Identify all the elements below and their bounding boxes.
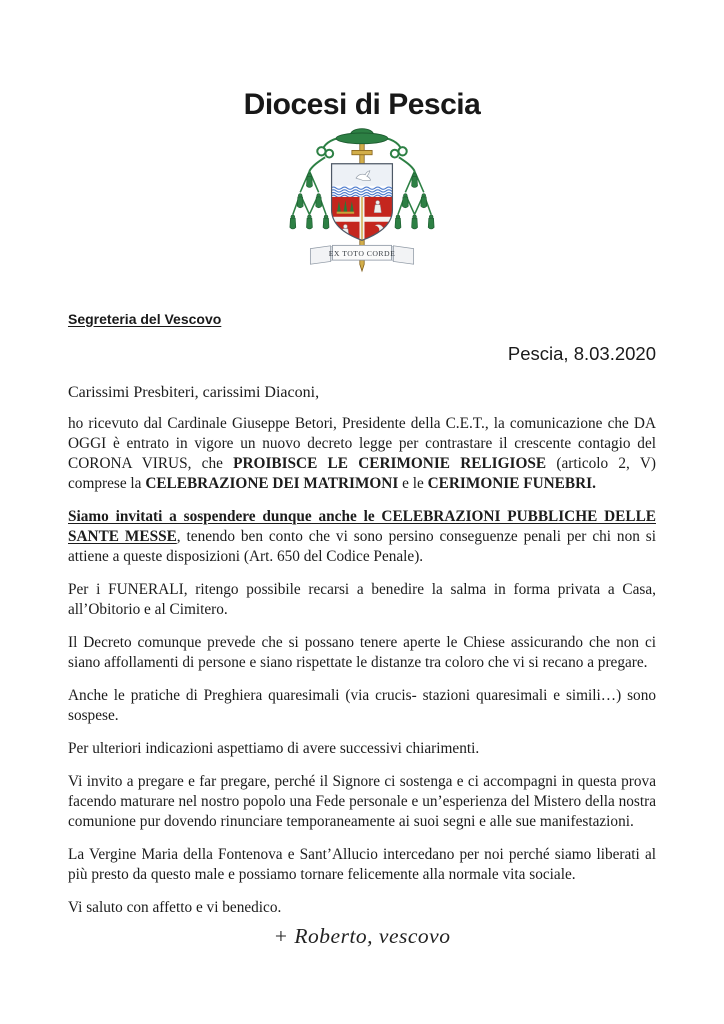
paragraph-segment: , tenendo ben conto che vi sono persino conseguenze penali per chi non si attiene a queste disposizioni (Art. 650 del Codice Penale). <box>68 527 656 565</box>
crest-motto: EX TOTO CORDE <box>328 248 396 258</box>
letter-paragraph <box>68 772 656 832</box>
paragraph-segment: La Vergine Maria della Fontenova e Sant’Allucio intercedano per noi perché siamo liberati al più presto da questo male e possiamo tornare felicemente alla normale vita sociale. <box>68 845 656 883</box>
paragraph-segment: (articolo 2, V) comprese la <box>68 454 656 492</box>
bishop-crest <box>279 125 445 291</box>
crest-shield <box>331 163 397 242</box>
salutation: Carissimi Presbiteri, carissimi Diaconi, <box>68 383 320 401</box>
paragraph-segment: Per ulteriori indicazioni aspettiamo di avere successivi chiarimenti. <box>68 739 480 757</box>
paragraph-segment: ho ricevuto dal Cardinale Giuseppe Betori, Presidente della C.E.T., la comunicazione che DA OGGI è entrato in vigore un nuovo decreto legge per contrastare il crescente contagio del CORONA VIRUS, che <box>68 414 656 472</box>
paragraph-segment: Siamo invitati a sospendere dunque anche le CELEBRAZIONI PUBBLICHE DELLE SANTE MESSE <box>68 507 656 545</box>
paragraph-segment: Per i FUNERALI, ritengo possibile recarsi a benedire la salma in forma privata a Casa, all’Obitorio e al Cimitero. <box>68 580 656 618</box>
page-title: Diocesi di Pescia <box>243 88 481 121</box>
signature: + Roberto, vescovo <box>273 923 451 948</box>
letter-paragraphs <box>68 414 656 918</box>
dateline: Pescia, 8.03.2020 <box>507 342 656 364</box>
letter-paragraph <box>68 845 656 885</box>
paragraph-segment: PROIBISCE LE CERIMONIE RELIGIOSE <box>233 454 547 472</box>
paragraph-segment: Vi saluto con affetto e vi benedico. <box>68 898 282 916</box>
letter-paragraph <box>68 414 656 494</box>
paragraph-segment: Anche le pratiche di Preghiera quaresimali (via crucis- stazioni quaresimali e simili…) sono sospese. <box>68 686 656 724</box>
paragraph-segment: e le <box>398 474 428 492</box>
letter-content <box>68 311 656 949</box>
letter-paragraph <box>68 898 656 918</box>
paragraph-segment: CERIMONIE FUNEBRI. <box>427 474 596 492</box>
paragraph-segment: Il Decreto comunque prevede che si possano tenere aperte le Chiese assicurando che non ci siano affollamenti di persone e siano rispettate le distanze tra coloro che vi si recano a pregare. <box>68 633 656 671</box>
galero-icon <box>336 128 388 143</box>
letter-paragraph <box>68 686 656 726</box>
letter-paragraph <box>68 507 656 567</box>
paragraph-segment: Vi invito a pregare e far pregare, perché il Signore ci sostenga e ci accompagni in questa prova facendo maturare nel nostro popolo una Fede personale e un’esperienza del Mistero della nostra comunione pur dovendo rinunciare temporaneamente ai suoi segni e alle sue manifestazioni. <box>68 772 656 830</box>
letter-paragraph <box>68 580 656 620</box>
letter-paragraph <box>68 739 656 759</box>
bishop-crest-image <box>279 125 445 291</box>
paragraph-segment: CELEBRAZIONE DEI MATRIMONI <box>145 474 399 492</box>
letter-paragraph <box>68 633 656 673</box>
sender-label: Segreteria del Vescovo <box>68 310 222 327</box>
